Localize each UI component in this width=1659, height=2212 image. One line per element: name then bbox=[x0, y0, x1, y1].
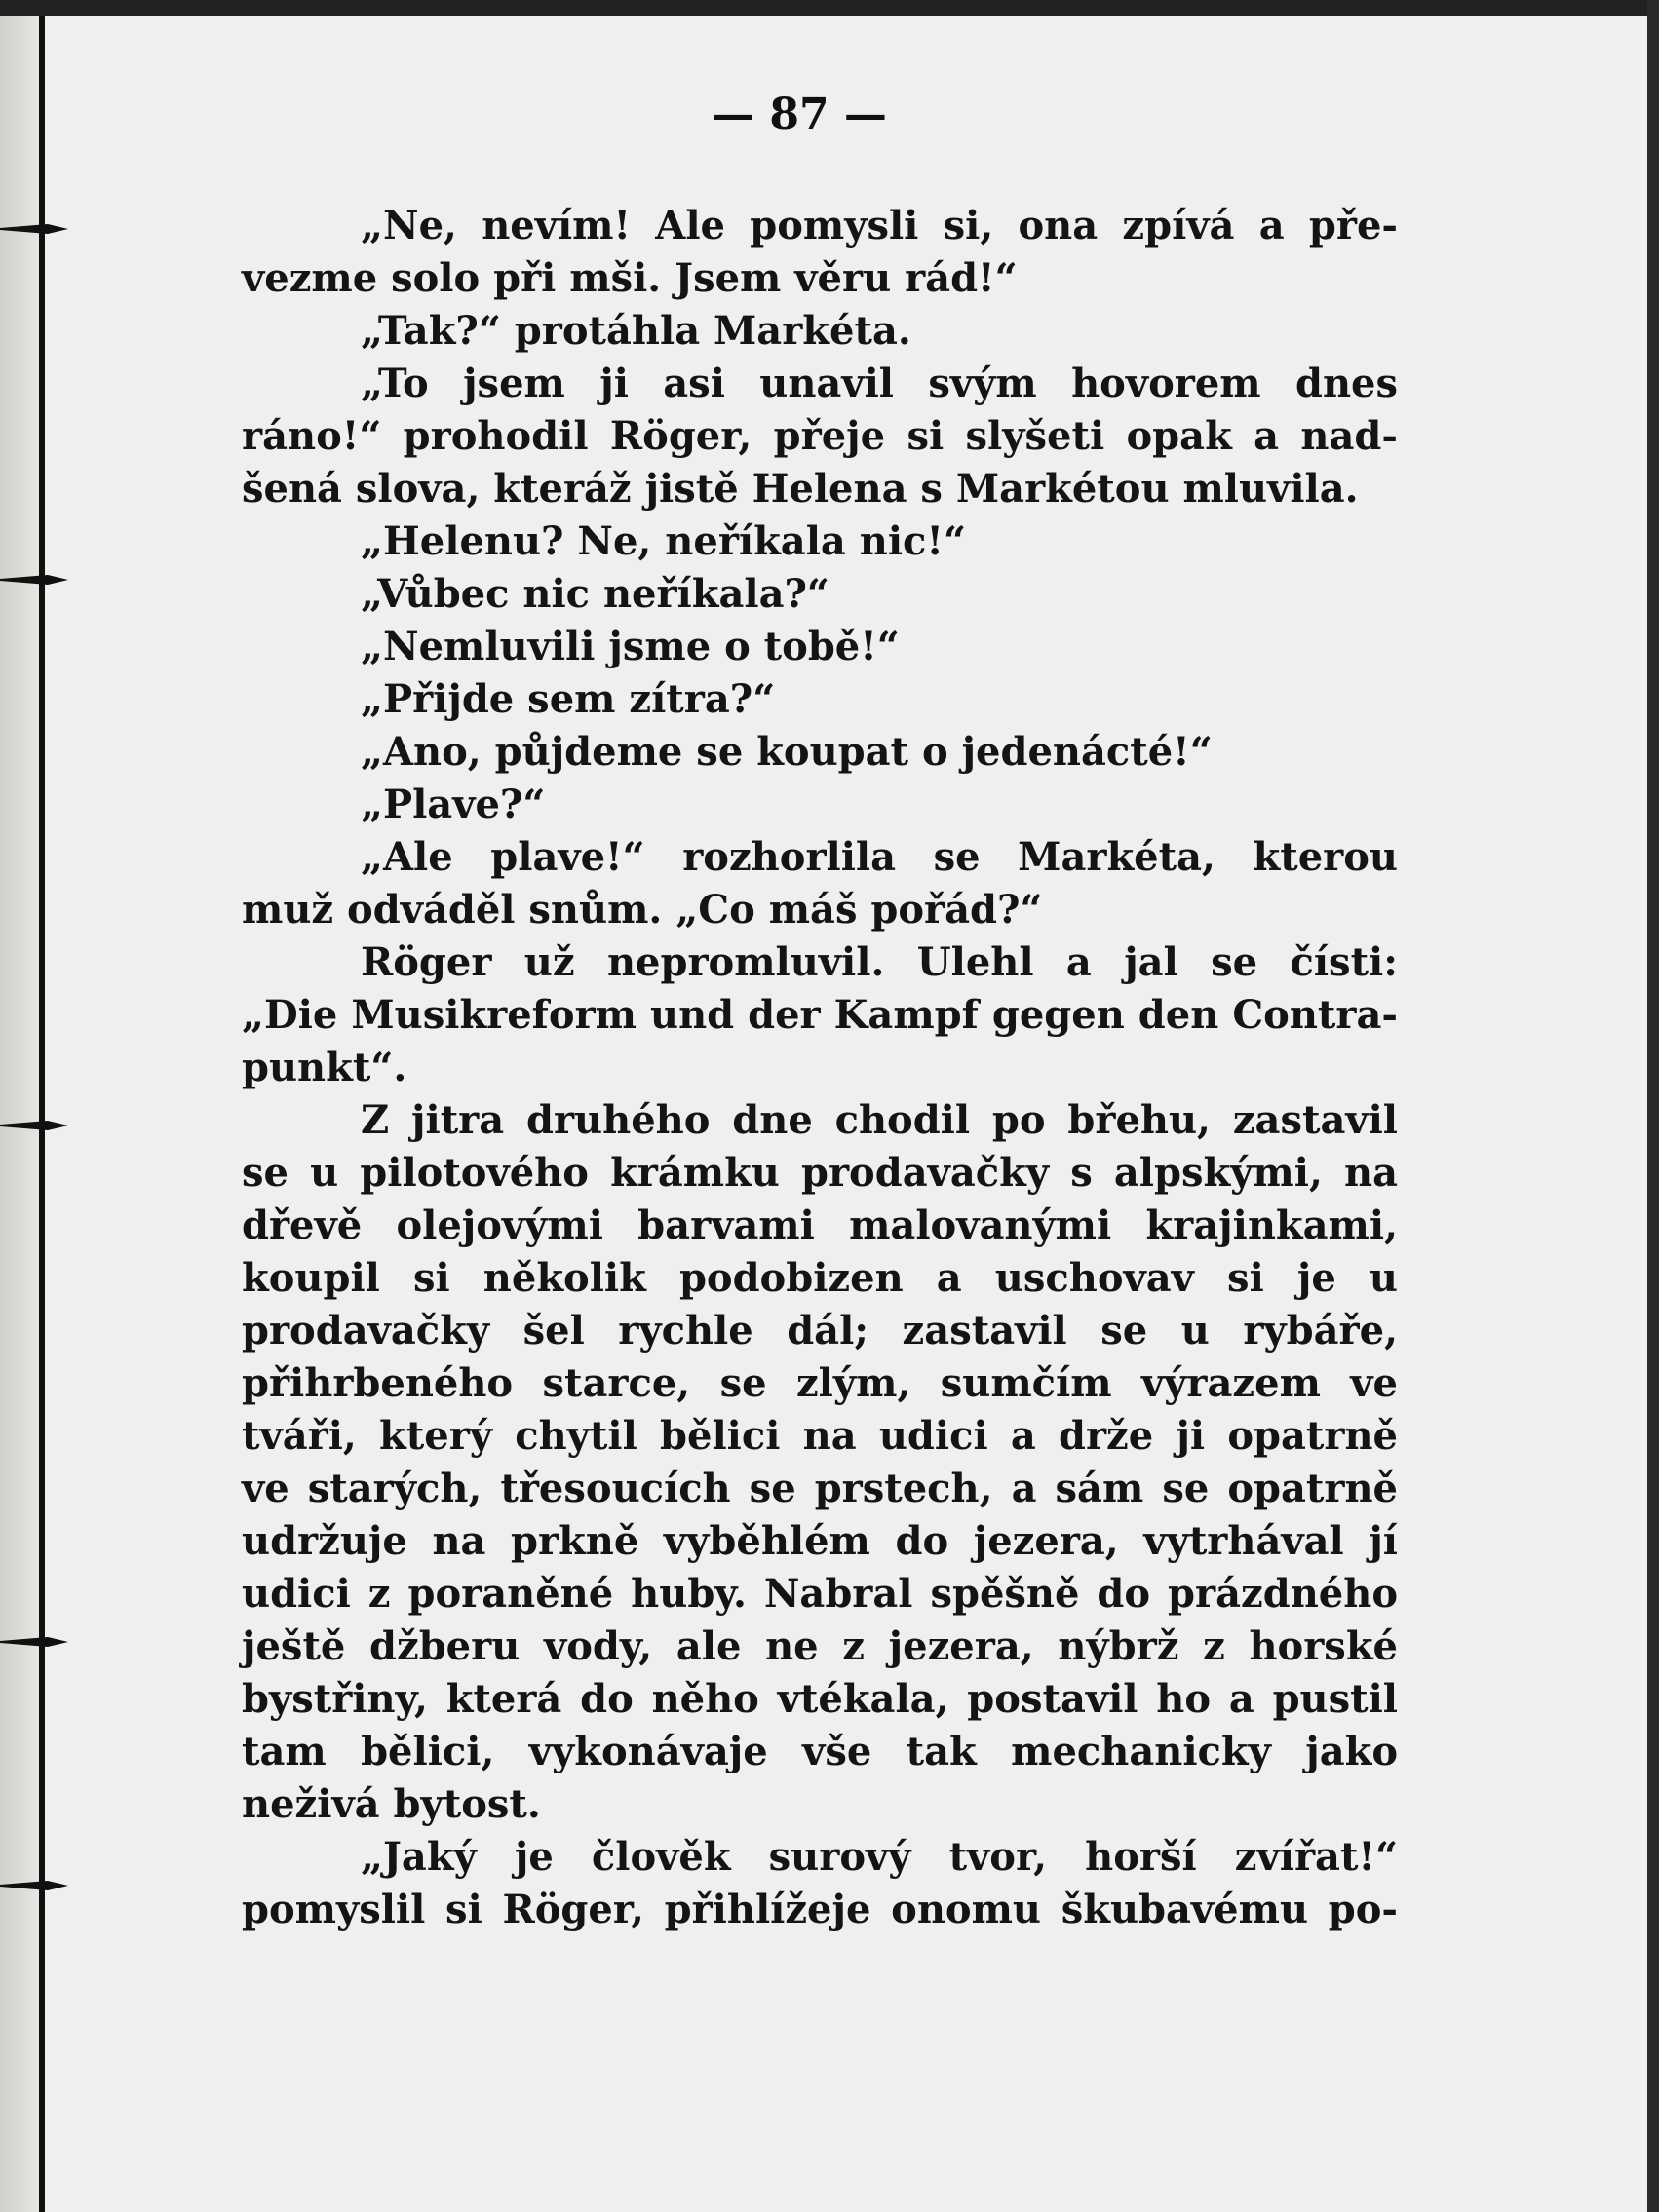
text-line: přihrbeného starce, se zlým, sumčím výrazem ve bbox=[242, 1360, 1398, 1406]
text-line: „Nemluvili jsme o tobě!“ bbox=[361, 624, 900, 669]
text-line: tam bělici, vykonávaje vše tak mechanicky jako bbox=[242, 1729, 1398, 1774]
text-line: „Die Musikreform und der Kampf gegen den Contra- bbox=[242, 992, 1398, 1038]
text-line: udržuje na prkně vyběhlém do jezera, vytrhával jí bbox=[242, 1518, 1398, 1564]
text-line: punkt“. bbox=[242, 1045, 407, 1090]
text-line: neživá bytost. bbox=[242, 1781, 541, 1827]
text-line: ráno!“ prohodil Röger, přeje si slyšeti opak a nad- bbox=[242, 413, 1398, 459]
text-line: „Helenu? Ne, neříkala nic!“ bbox=[361, 518, 966, 564]
text-line: udici z poraněné huby. Nabral spěšně do prázdného bbox=[242, 1571, 1398, 1617]
text-line: prodavačky šel rychle dál; zastavil se u rybáře, bbox=[242, 1308, 1398, 1354]
text-line: „To jsem ji asi unavil svým hovorem dnes bbox=[361, 361, 1398, 406]
top-edge bbox=[0, 0, 1659, 16]
text-line: šená slova, kteráž jistě Helena s Markétou mluvila. bbox=[242, 466, 1359, 512]
binding-shadow bbox=[0, 0, 39, 2212]
text-line: muž odváděl snům. „Co máš pořád?“ bbox=[242, 887, 1043, 933]
text-line: ještě džberu vody, ale ne z jezera, nýbrž z horské bbox=[242, 1623, 1398, 1669]
text-line: „Jaký je člověk surový tvor, horší zvířat!“ bbox=[361, 1834, 1398, 1880]
text-line: Röger už nepromluvil. Ulehl a jal se čísti: bbox=[361, 939, 1398, 985]
text-line: „Tak?“ protáhla Markéta. bbox=[361, 308, 911, 354]
page-number: — 87 — bbox=[712, 90, 887, 139]
text-line: ve starých, třesoucích se prstech, a sám se opatrně bbox=[242, 1466, 1398, 1511]
text-line: „Ne, nevím! Ale pomysli si, ona zpívá a pře- bbox=[361, 203, 1398, 248]
right-edge bbox=[1647, 0, 1659, 2212]
text-line: Z jitra druhého dne chodil po břehu, zastavil bbox=[361, 1097, 1398, 1143]
text-line: dřevě olejovými barvami malovanými krajinkami, bbox=[242, 1202, 1398, 1248]
text-line: bystřiny, která do něho vtékala, postavil ho a pustil bbox=[242, 1676, 1398, 1722]
text-line: koupil si několik podobizen a uschovav si je u bbox=[242, 1255, 1398, 1301]
text-line: „Ano, půjdeme se koupat o jedenácté!“ bbox=[361, 729, 1213, 775]
body-text bbox=[242, 200, 1398, 1936]
text-line: pomyslil si Röger, přihlížeje onomu škubavému po- bbox=[242, 1887, 1398, 1932]
text-line: tváři, který chytil bělici na udici a drže ji opatrně bbox=[242, 1413, 1398, 1459]
binding-edge bbox=[39, 0, 45, 2212]
text-line: „Ale plave!“ rozhorlila se Markéta, kterou bbox=[361, 834, 1398, 880]
text-line: vezme solo při mši. Jsem věru rád!“ bbox=[242, 255, 1018, 301]
text-line: „Plave?“ bbox=[361, 782, 546, 827]
text-line: „Vůbec nic neříkala?“ bbox=[361, 571, 830, 617]
text-line: „Přijde sem zítra?“ bbox=[361, 676, 776, 722]
text-line: se u pilotového krámku prodavačky s alpskými, na bbox=[242, 1150, 1398, 1196]
